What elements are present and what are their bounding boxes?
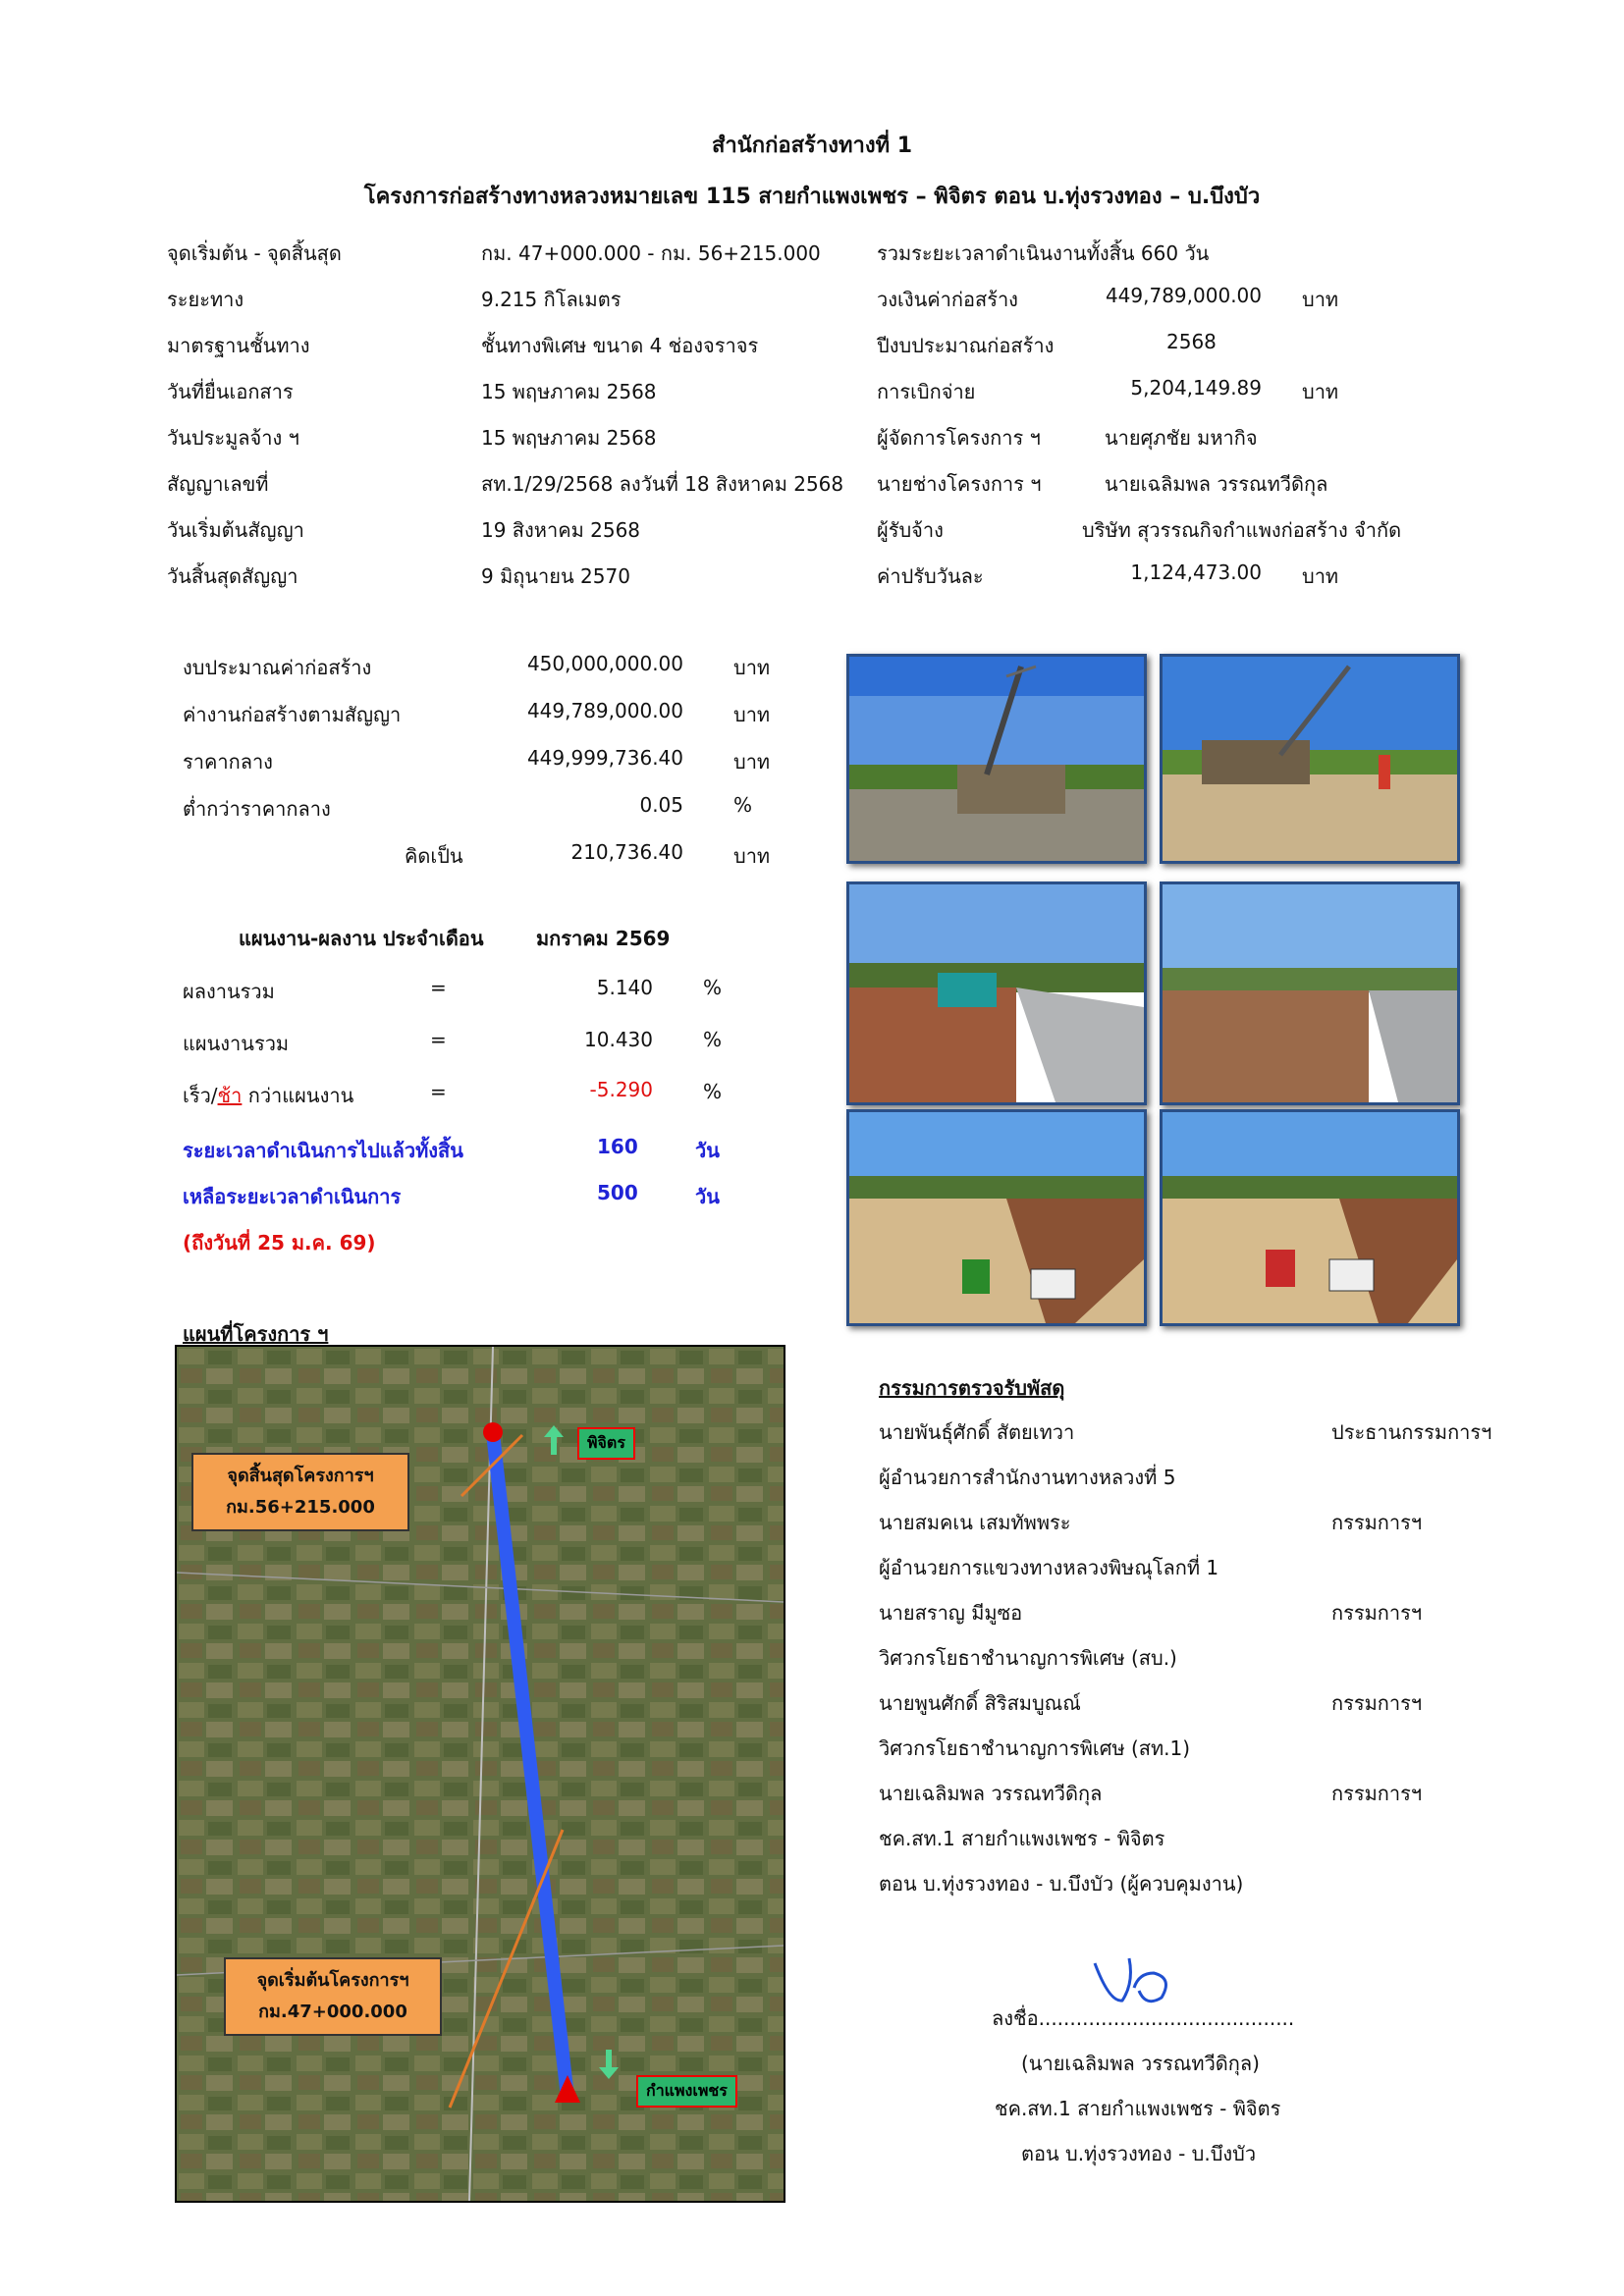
- detail-label: วันสิ้นสุดสัญญา: [167, 564, 298, 588]
- progress-label-ahead-behind: [183, 1080, 353, 1111]
- finance-value: 450,000,000.00: [526, 652, 683, 675]
- finance-label: ต่ำกว่าราคากลาง: [183, 797, 331, 821]
- detail-value: 2568: [1166, 330, 1217, 353]
- progress-value: 10.430: [584, 1028, 653, 1051]
- label-part-behind: ช้า: [217, 1084, 243, 1107]
- committee-line: นายสมคเน เสมทัพพระ: [879, 1511, 1071, 1534]
- finance-value: 449,789,000.00: [526, 699, 683, 722]
- office-title: สำนักก่อสร้างทางที่ 1: [711, 133, 913, 158]
- committee-role: กรรมการฯ: [1331, 1691, 1423, 1715]
- finance-value: 210,736.40: [570, 840, 683, 864]
- callout-km: กม.47+000.000: [258, 2002, 407, 2022]
- detail-value: 15 พฤษภาคม 2568: [481, 426, 657, 450]
- equals: =: [430, 976, 447, 999]
- project-title: โครงการก่อสร้างทางหลวงหมายเลข 115 สายกำแพงเพชร – พิจิตร ตอน บ.ทุ่งรวงทอง – บ.บึงบัว: [363, 185, 1261, 209]
- detail-value: กม. 47+000.000 - กม. 56+215.000: [481, 241, 821, 265]
- label-part: กว่าแผนงาน: [242, 1084, 354, 1107]
- detail-label: จุดเริ่มต้น - จุดสิ้นสุด: [167, 241, 342, 265]
- detail-label: การเบิกจ่าย: [877, 380, 976, 403]
- detail-label: สัญญาเลขที่: [167, 472, 269, 496]
- committee-line: ตอน บ.ทุ่งรวงทอง - บ.บึงบัว (ผู้ควบคุมงาน): [879, 1872, 1244, 1896]
- detail-value: นายเฉลิมพล วรรณทวีดิกุล: [1105, 472, 1328, 496]
- detail-label: รวมระยะเวลาดำเนินงานทั้งสิ้น 660 วัน: [877, 241, 1210, 265]
- committee-role: กรรมการฯ: [1331, 1511, 1423, 1534]
- committee-line: วิศวกรโยธาชำนาญการพิเศษ (สบ.): [879, 1646, 1177, 1670]
- detail-value: 9 มิถุนายน 2570: [481, 564, 630, 588]
- committee-line: นายเฉลิมพล วรรณทวีดิกุล: [879, 1782, 1103, 1805]
- label-part: เร็ว/: [183, 1084, 218, 1107]
- finance-unit: บาท: [733, 750, 771, 774]
- detail-label: ปีงบประมาณก่อสร้าง: [877, 334, 1055, 357]
- detail-unit: บาท: [1302, 288, 1339, 311]
- committee-role: กรรมการฯ: [1331, 1782, 1423, 1805]
- remaining-label: เหลือระยะเวลาดำเนินการ: [183, 1185, 402, 1208]
- elapsed-value: 160: [597, 1135, 638, 1158]
- detail-unit: บาท: [1302, 380, 1339, 403]
- site-photo-workers-truck: [1160, 654, 1460, 864]
- detail-label: ค่าปรับวันละ: [877, 564, 984, 588]
- equals: =: [430, 1028, 447, 1051]
- progress-unit: %: [703, 1080, 723, 1103]
- committee-line: นายสราญ มีมูซอ: [879, 1601, 1023, 1625]
- detail-label: วันเริ่มต้นสัญญา: [167, 518, 304, 542]
- finance-value: 0.05: [639, 793, 683, 817]
- callout-title: จุดสิ้นสุดโครงการฯ: [227, 1466, 374, 1486]
- progress-unit: %: [703, 1028, 723, 1051]
- site-photo-worker-sign-2: [1160, 1109, 1460, 1326]
- finance-unit: บาท: [733, 656, 771, 679]
- finance-label: คิดเป็น: [405, 844, 463, 868]
- map-callout-end: [191, 1453, 409, 1531]
- committee-line: ผู้อำนวยการแขวงทางหลวงพิษณุโลกที่ 1: [879, 1556, 1219, 1579]
- committee-title: กรรมการตรวจรับพัสดุ: [879, 1376, 1065, 1400]
- progress-value: 5.140: [596, 976, 653, 999]
- detail-value: 15 พฤษภาคม 2568: [481, 380, 657, 403]
- map-tag-south: กำแพงเพชร: [636, 2075, 737, 2108]
- committee-role: กรรมการฯ: [1331, 1601, 1423, 1625]
- sign-line: ลงชื่อ.........................................: [992, 2006, 1295, 2030]
- finance-label: งบประมาณค่าก่อสร้าง: [183, 656, 372, 679]
- committee-line: วิศวกรโยธาชำนาญการพิเศษ (สท.1): [879, 1736, 1191, 1760]
- detail-label: ผู้จัดการโครงการ ฯ: [877, 426, 1041, 450]
- as-of-date: (ถึงวันที่ 25 ม.ค. 69): [183, 1231, 376, 1255]
- callout-km: กม.56+215.000: [226, 1497, 375, 1518]
- detail-value: 19 สิงหาคม 2568: [481, 518, 641, 542]
- progress-title: แผนงาน-ผลงาน ประจำเดือน: [239, 927, 484, 950]
- progress-label: ผลงานรวม: [183, 980, 275, 1003]
- detail-value: 9.215 กิโลเมตร: [481, 288, 622, 311]
- site-photo-worker-sign-1: [846, 1109, 1147, 1326]
- finance-unit: บาท: [733, 844, 771, 868]
- detail-value: 1,124,473.00: [1130, 561, 1262, 584]
- detail-value: ชั้นทางพิเศษ ขนาด 4 ช่องจราจร: [481, 334, 759, 357]
- committee-line: นายพูนศักดิ์ สิริสมบูณณ์: [879, 1691, 1081, 1715]
- map-callout-start: [224, 1957, 442, 2036]
- detail-value: นายศุภชัย มหากิจ: [1105, 426, 1258, 450]
- committee-role: ประธานกรรมการฯ: [1331, 1420, 1492, 1444]
- site-photo-excavator: [846, 881, 1147, 1105]
- signer-section: ตอน บ.ทุ่งรวงทอง - บ.บึงบัว: [1021, 2142, 1257, 2165]
- committee-line: ผู้อำนวยการสำนักงานทางหลวงที่ 5: [879, 1466, 1176, 1489]
- finance-label: ค่างานก่อสร้างตามสัญญา: [183, 703, 402, 726]
- elapsed-label: ระยะเวลาดำเนินการไปแล้วทั้งสิ้น: [183, 1139, 463, 1162]
- detail-value: สท.1/29/2568 ลงวันที่ 18 สิงหาคม 2568: [481, 472, 844, 496]
- progress-month: มกราคม 2569: [536, 927, 671, 950]
- detail-label: ผู้รับจ้าง: [877, 518, 944, 542]
- detail-label: นายช่างโครงการ ฯ: [877, 472, 1042, 496]
- detail-label: วันที่ยื่นเอกสาร: [167, 380, 294, 403]
- finance-value: 449,999,736.40: [526, 746, 683, 770]
- detail-value: 449,789,000.00: [1105, 284, 1262, 307]
- progress-value: -5.290: [589, 1078, 653, 1101]
- detail-label: วงเงินค่าก่อสร้าง: [877, 288, 1018, 311]
- detail-value: บริษัท สุวรรณกิจกำแพงก่อสร้าง จำกัด: [1082, 518, 1402, 542]
- remaining-unit: วัน: [695, 1185, 720, 1208]
- callout-title: จุดเริ่มต้นโครงการฯ: [256, 1970, 409, 1991]
- committee-line: ชค.สท.1 สายกำแพงเพชร - พิจิตร: [879, 1827, 1165, 1850]
- site-photo-trench: [1160, 881, 1460, 1105]
- detail-label: วันประมูลจ้าง ฯ: [167, 426, 299, 450]
- progress-unit: %: [703, 976, 723, 999]
- finance-label: ราคากลาง: [183, 750, 273, 774]
- finance-unit: บาท: [733, 703, 771, 726]
- committee-line: นายพันธุ์ศักดิ์ สัตยเทวา: [879, 1420, 1075, 1444]
- equals: =: [430, 1080, 447, 1103]
- site-photo-crane-truck: [846, 654, 1147, 864]
- detail-value: 5,204,149.89: [1130, 376, 1262, 400]
- signer-name: (นายเฉลิมพล วรรณทวีดิกุล): [1021, 2052, 1260, 2075]
- remaining-value: 500: [597, 1181, 638, 1204]
- elapsed-unit: วัน: [695, 1139, 720, 1162]
- progress-label: แผนงานรวม: [183, 1032, 290, 1055]
- detail-label: ระยะทาง: [167, 288, 244, 311]
- map-tag-north: พิจิตร: [577, 1427, 635, 1460]
- detail-label: มาตรฐานชั้นทาง: [167, 334, 310, 357]
- map-title: แผนที่โครงการ ฯ: [183, 1322, 329, 1346]
- finance-unit: %: [733, 793, 753, 817]
- signer-position: ชค.สท.1 สายกำแพงเพชร - พิจิตร: [995, 2097, 1281, 2120]
- detail-unit: บาท: [1302, 564, 1339, 588]
